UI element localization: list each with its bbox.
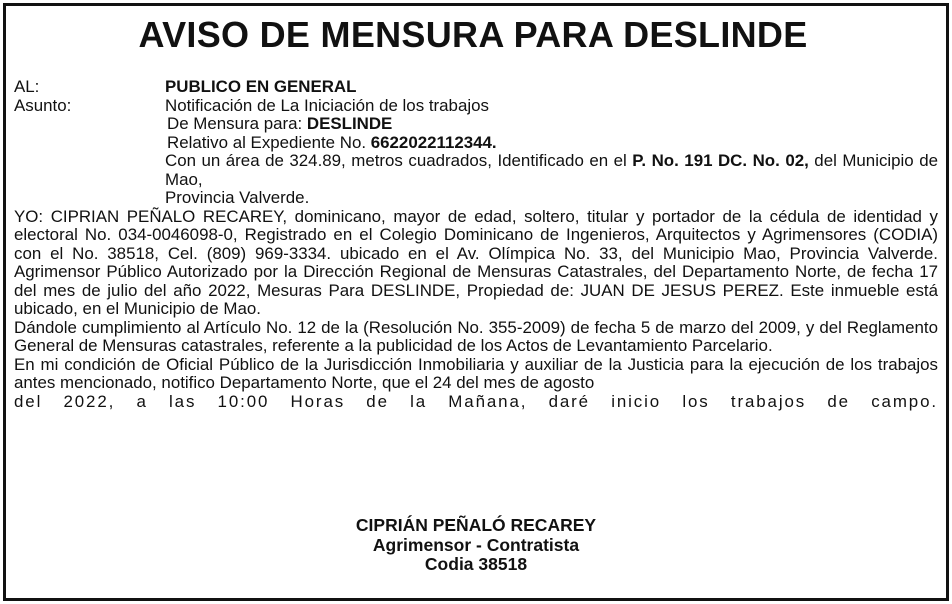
yo-paragraph: YO: CIPRIAN PEÑALO RECAREY, dominicano, mayor de edad, soltero, titular y portador de la cédula de identidad y electoral No. 034-0046098-0, Registrado en el Colegio Dominicano de Ingenieros, Arquitectos y Agrimensores (CODIA) con el No. 38518, Cel. (809) 969-3334. ubicado en el Av. Olímpica No. 33, del Municipio Mao, Provincia Valverde. Agrimensor Público Autorizado por la Dirección Regional de Mensuras Catastrales, del Departamento Norte, de fecha 17 del mes de julio del año 2022, Mesuras Para DESLINDE, Propiedad de: JUAN DE JESUS PEREZ. Este inmueble está ubicado, en el Municipio de Mao. <box>14 206 938 318</box>
signature-role: Agrimensor - Contratista <box>372 534 580 555</box>
mensura-line <box>14 115 938 134</box>
area-paragraph <box>14 152 938 189</box>
asunto-label: Asunto: <box>14 95 72 115</box>
signature-name: CIPRIÁN PEÑALÓ RECAREY <box>355 515 597 535</box>
area-prefix: Con un área de 324.89, metros cuadrados, Identificado en el <box>165 151 633 170</box>
al-value: PUBLICO EN GENERAL <box>165 77 357 96</box>
notice-content <box>14 78 938 411</box>
condicion-last-line: del 2022, a las 10:00 Horas de la Mañana, daré inicio los trabajos de campo. <box>14 391 938 411</box>
signature-codia: Codia 38518 <box>424 554 528 574</box>
mensura-value: DESLINDE <box>306 114 393 133</box>
asunto-row <box>14 97 938 116</box>
parcela-b: 02, <box>785 151 809 170</box>
expediente-prefix: Relativo al Expediente No. <box>167 132 371 152</box>
parcela-a: P. No. 191 DC. No. <box>632 151 780 170</box>
al-label: AL: <box>14 77 40 96</box>
expediente-line <box>14 134 938 153</box>
municipio-text: del Municipio de Mao, <box>165 151 938 189</box>
notice-title: AVISO DE MENSURA PARA DESLINDE <box>138 14 808 55</box>
condicion-paragraph: En mi condición de Oficial Público de la Jurisdicción Inmobiliaria y auxiliar de la Justicia para la ejecución de los trabajos antes mencionado, notifico Departamento Norte, que el 24 del mes de agosto <box>14 354 938 392</box>
dandole-paragraph: Dándole cumplimiento al Artículo No. 12 de la (Resolución No. 355-2009) de fecha 5 de marzo del 2009, y del Reglamento General de Mensuras catastrales, referente a la publicidad de los Actos de Levantamiento Parcelario. <box>14 317 938 355</box>
provincia-line: Provincia Valverde. <box>165 188 310 207</box>
al-row <box>14 78 938 97</box>
signature-block <box>0 516 952 575</box>
asunto-line1: Notificación de La Iniciación de los trabajos <box>165 95 489 115</box>
mensura-prefix: De Mensura para: <box>167 114 307 133</box>
expediente-value: 6622022112344. <box>370 132 497 152</box>
